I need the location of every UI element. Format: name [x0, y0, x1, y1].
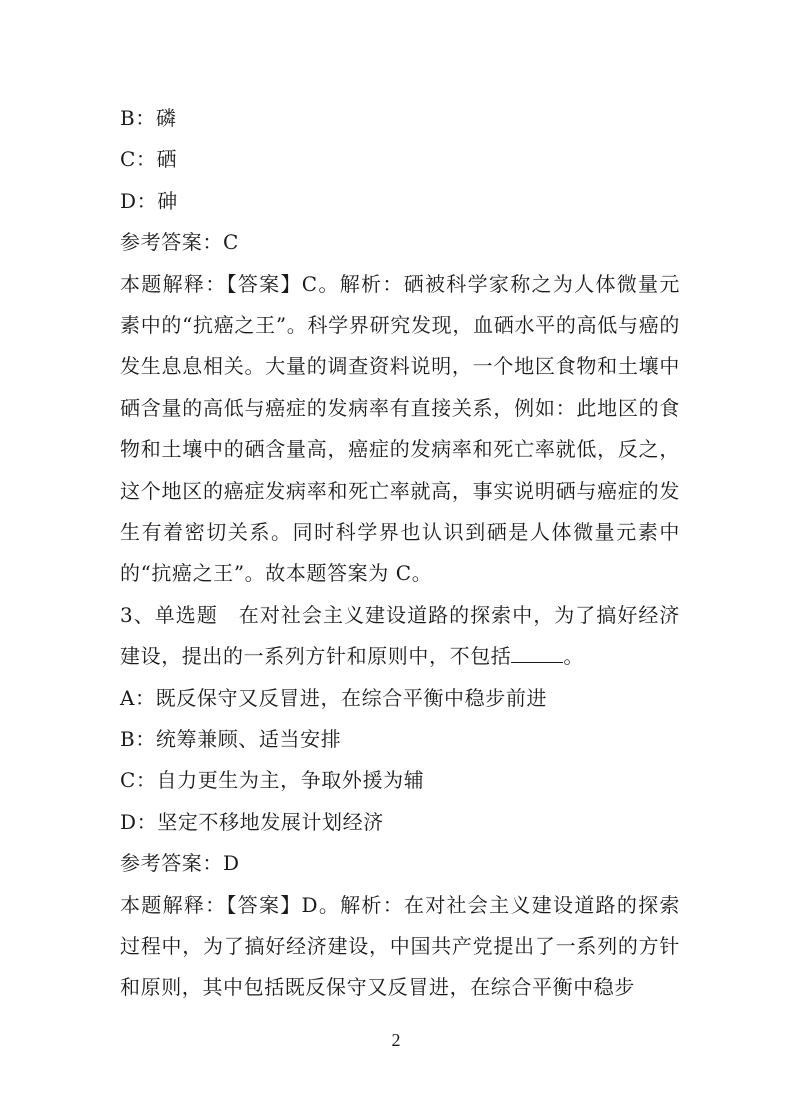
- q3-option-d: D：坚定不移地发展计划经济: [120, 809, 384, 834]
- q3-option-b: B：统筹兼顾、适当安排: [120, 727, 342, 752]
- q3-option-a: A：既反保守又反冒进，在综合平衡中稳步前进: [120, 685, 548, 710]
- q2-option-d: D：砷: [120, 188, 178, 213]
- q2-answer: 参考答案：C: [120, 230, 239, 255]
- q3-stem-text: 3、单选题 在对社会主义建设道路的探索中，为了搞好经济建设，提出的一系列方针和原则中，不包括: [120, 602, 680, 669]
- q3-explanation: 本题解释：【答案】D。解析：在对社会主义建设道路的探索过程中，为了搞好经济建设，中国共产党提出了一系列的方针和原则，其中包括既反保守又反冒进，在综合平衡中稳步: [120, 892, 680, 1000]
- q2-option-b: B：磷: [120, 106, 177, 130]
- q3-option-c: C：自力更生为主，争取外援为辅: [120, 768, 425, 793]
- q3-answer-blank: [511, 644, 563, 663]
- q3-answer: 参考答案：D: [120, 851, 240, 876]
- page-number: 2: [391, 1030, 401, 1050]
- q2-option-c: C：硒: [120, 147, 178, 172]
- q3-stem: [120, 595, 680, 678]
- q3-stem-end: 。: [563, 644, 585, 669]
- q2-explanation: 本题解释：【答案】C。解析：硒被科学家称之为人体微量元素中的“抗癌之王”。科学界研究发现，血硒水平的高低与癌的发生息息相关。大量的调查资料说明，一个地区食物和土壤中硒含量的高低与癌症的发病率有直接关系，例如：此地区的食物和土壤中的硒含量高，癌症的发病率和死亡率就低，反之，这个地区的癌症发病率和死亡率就高，事实说明硒与癌症的发生有着密切关系。同时科学界也认识到硒是人体微量元素中的“抗癌之王”。故本题答案为 C。: [120, 271, 680, 586]
- page-content: [120, 98, 680, 1009]
